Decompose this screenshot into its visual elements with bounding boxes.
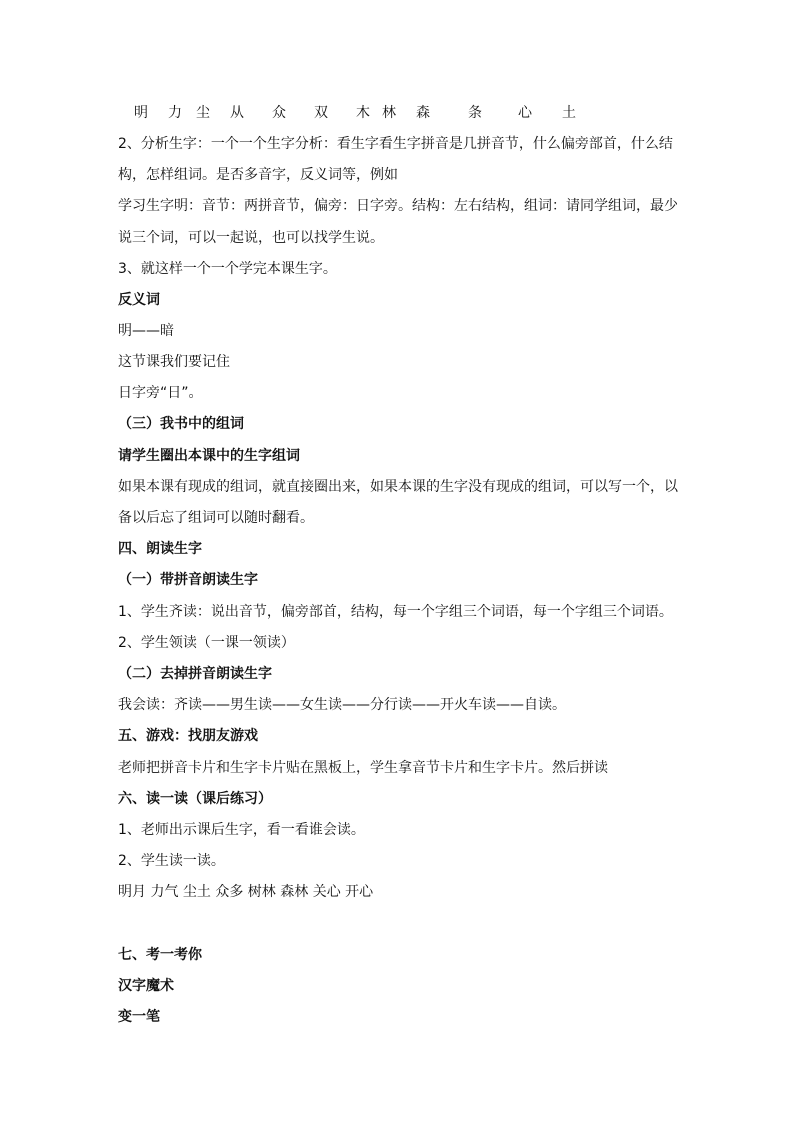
paragraph-line: 明——暗 (118, 323, 174, 339)
char-xin: 心 (518, 105, 532, 121)
paragraph-line: 这节课我们要记住 (118, 354, 230, 370)
char-zhong: 众 (272, 105, 286, 121)
char-lin: 林 (382, 105, 396, 121)
section-heading: 四、朗读生字 (118, 541, 202, 557)
section-heading: 变一笔 (118, 1009, 160, 1025)
section-heading: 五、游戏：找朋友游戏 (118, 728, 258, 744)
paragraph-line: 学习生字明：音节：两拼音节，偏旁：日字旁。结构：左右结构，组词：请同学组词，最少 (118, 198, 678, 214)
section-heading: 六、读一读（课后练习） (118, 791, 272, 807)
char-chen: 尘 (196, 105, 210, 121)
char-cong: 从 (230, 105, 244, 121)
section-heading: 反义词 (118, 292, 160, 308)
char-mu: 木 (356, 105, 370, 121)
paragraph-line: 备以后忘了组词可以随时翻看。 (118, 510, 314, 526)
section-heading: （三）我书中的组词 (118, 416, 244, 432)
char-li: 力 (168, 105, 182, 121)
char-sen: 森 (416, 105, 430, 121)
paragraph-line: 日字旁“日”。 (118, 385, 203, 401)
section-heading: （二）去掉拼音朗读生字 (118, 666, 272, 682)
paragraph-line: 1、老师出示课后生字，看一看谁会读。 (118, 822, 365, 838)
section-heading: （一）带拼音朗读生字 (118, 572, 258, 588)
paragraph-line: 说三个词，可以一起说，也可以找学生说。 (118, 230, 384, 246)
section-heading: 请学生圈出本课中的生字组词 (118, 448, 300, 464)
paragraph-line: 2、学生读一读。 (118, 853, 225, 869)
paragraph-line: 1、学生齐读：说出音节，偏旁部首，结构，每一个字组三个词语，每一个字组三个词语。 (118, 604, 673, 620)
paragraph-line: 2、分析生字：一个一个生字分析：看生字看生字拼音是几拼音节，什么偏旁部首，什么结 (118, 136, 673, 152)
char-shuang: 双 (314, 105, 328, 121)
word-list-line: 明月 力气 尘土 众多 树林 森林 关心 开心 (118, 884, 374, 900)
paragraph-line: 老师把拼音卡片和生字卡片贴在黑板上，学生拿音节卡片和生字卡片。然后拼读 (118, 760, 608, 776)
paragraph-line: 构，怎样组词。是否多音字，反义词等，例如 (118, 167, 398, 183)
paragraph-line: 3、就这样一个一个学完本课生字。 (118, 261, 337, 277)
section-heading: 汉字魔术 (118, 978, 174, 994)
char-ming: 明 (134, 105, 148, 121)
paragraph-line: 2、学生领读（一课一领读） (118, 635, 295, 651)
char-tu: 土 (562, 105, 576, 121)
paragraph-line: 如果本课有现成的组词，就直接圈出来，如果本课的生字没有现成的组词，可以写一个，以 (118, 479, 678, 495)
paragraph-line: 我会读：齐读——男生读——女生读——分行读——开火车读——自读。 (118, 697, 566, 713)
section-heading: 七、考一考你 (118, 947, 202, 963)
char-tiao: 条 (468, 105, 482, 121)
